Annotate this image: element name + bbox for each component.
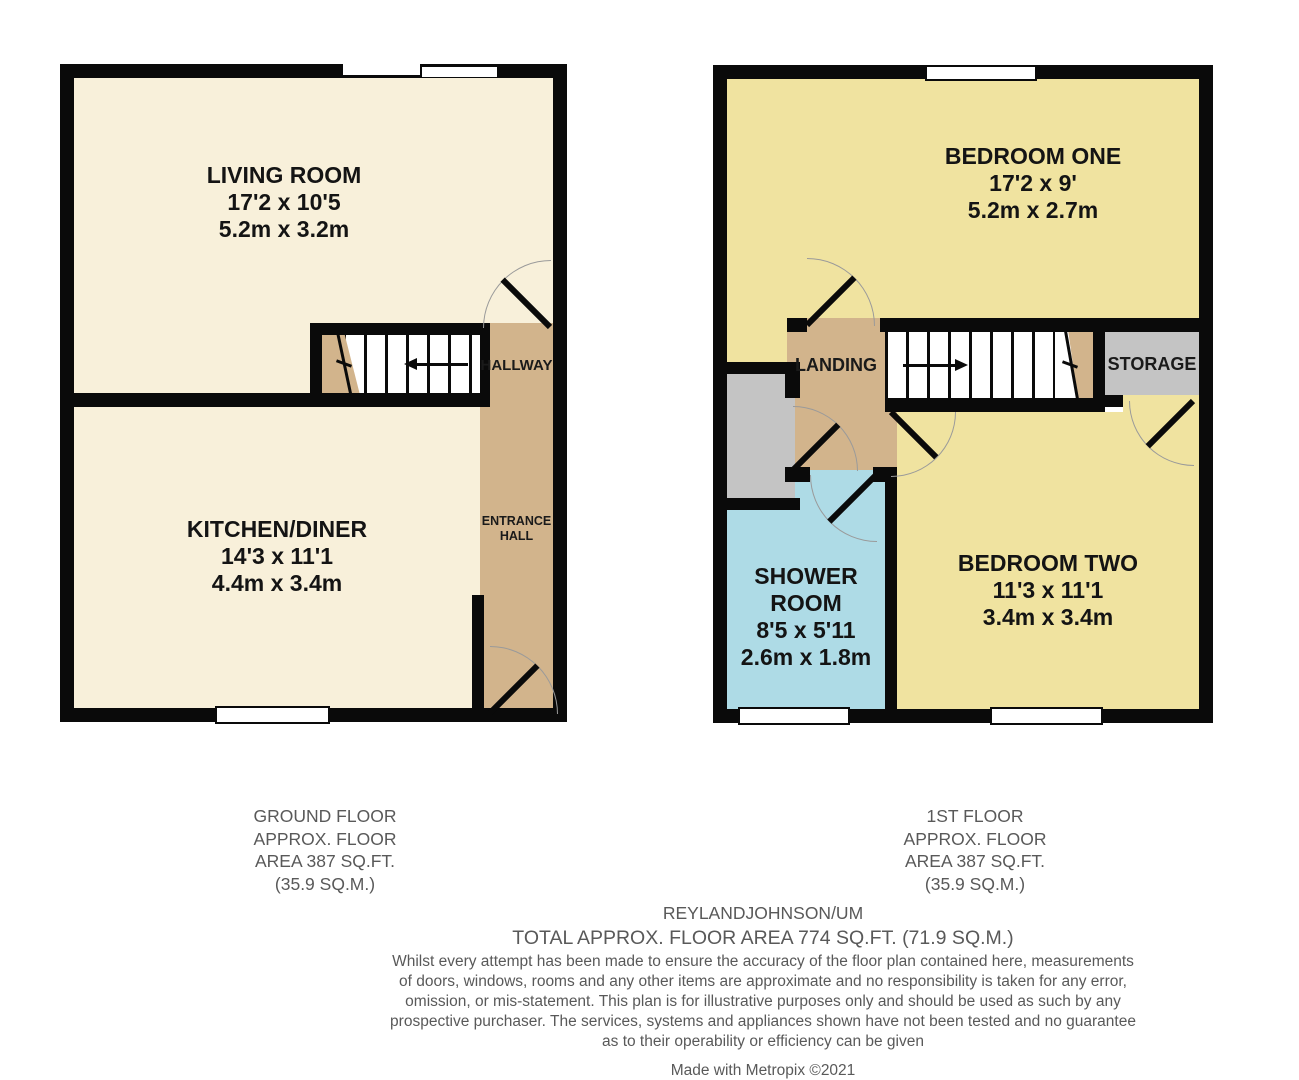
- bedroom-two-imperial: 11'3 x 11'1: [992, 577, 1104, 603]
- disclaimer-line-1: Whilst every attempt has been made to ensure the accuracy of the floor plan contained here, measurements: [392, 953, 1134, 970]
- ground-floor-plan: [60, 64, 567, 722]
- living-room-window-left: [343, 64, 420, 78]
- kitchen-diner-imperial: 14'3 x 11'1: [221, 543, 333, 569]
- entrance-hall-line2: HALL: [499, 529, 534, 543]
- gf-caption-4: (35.9 SQ.M.): [274, 873, 376, 894]
- stairs-arrow-left-icon: [404, 358, 417, 370]
- stair-bottom-wall: [885, 398, 1105, 412]
- ff-caption-1: 1ST FLOOR: [926, 806, 1024, 826]
- bedroom-one-label: [863, 143, 1203, 224]
- living-room-name: LIVING ROOM: [206, 162, 362, 188]
- living-room-imperial: 17'2 x 10'5: [227, 189, 341, 215]
- kitchen-window: [215, 706, 330, 724]
- bedroom-one-wall-left-seg: [787, 318, 807, 332]
- kitchen-diner-label: [74, 516, 480, 597]
- shower-room-metric: 2.6m x 1.8m: [740, 644, 872, 670]
- stairs-arrow-shaft: [416, 363, 468, 366]
- shower-room-label: [727, 563, 885, 671]
- outer-wall-right: [553, 64, 567, 722]
- disclaimer-line-5: as to their operability or efficiency can be given: [602, 1033, 924, 1050]
- shower-room-name1: SHOWER: [754, 563, 858, 589]
- stairs-arrow-right-icon: [955, 359, 968, 371]
- first-floor-caption: [815, 805, 1135, 895]
- kitchen-diner-name: KITCHEN/DINER: [186, 516, 368, 542]
- bedroom-one-name: BEDROOM ONE: [944, 143, 1122, 169]
- kitchen-entrance-stub-wall: [472, 595, 484, 708]
- living-room-window-right: [422, 64, 497, 77]
- shower-bedroom-wall: [885, 467, 897, 709]
- disclaimer-line-3: omission, or mis-statement. This plan is for illustrative purposes only and should be used as such by any: [405, 993, 1121, 1010]
- living-kitchen-wall: [60, 393, 490, 407]
- hallway-label: HALLWAY: [480, 357, 553, 374]
- outer-wall-left: [60, 64, 74, 722]
- reference-code: REYLANDJOHNSON/UM: [662, 903, 864, 923]
- bedroom-one-extension: [727, 318, 787, 362]
- shower-room-window: [738, 707, 850, 725]
- outer-wall-left-first: [713, 65, 727, 723]
- gf-caption-3: AREA 387 SQ.FT.: [254, 851, 396, 871]
- gf-caption-2: APPROX. FLOOR: [253, 828, 397, 849]
- shower-room-imperial: 8'5 x 5'11: [756, 617, 856, 643]
- storage-label: STORAGE: [1107, 354, 1197, 374]
- bedroom-one-window: [925, 65, 1037, 81]
- ground-floor-caption: [165, 805, 485, 895]
- entrance-hall-label: [476, 514, 557, 544]
- storage-bottom-stub: [1098, 395, 1123, 407]
- metropix-credit: Made with Metropix ©2021: [670, 1062, 856, 1079]
- bedroom-two-window: [990, 707, 1103, 725]
- total-area: TOTAL APPROX. FLOOR AREA 774 SQ.FT. (71.9 SQ.M.): [512, 927, 1014, 949]
- bedroom-two-metric: 3.4m x 3.4m: [982, 604, 1114, 630]
- ff-caption-4: (35.9 SQ.M.): [924, 873, 1026, 894]
- bedroom-one-wall-right-seg: [880, 318, 1199, 332]
- disclaimer-line-4: prospective purchaser. The services, systems and appliances shown have not been tested and no guarantee: [390, 1013, 1136, 1030]
- first-floor-plan: [713, 65, 1213, 723]
- living-room-metric: 5.2m x 3.2m: [218, 216, 350, 242]
- living-room-label: [74, 162, 494, 243]
- kitchen-diner-metric: 4.4m x 3.4m: [211, 570, 343, 596]
- bedroom-two-name: BEDROOM TWO: [957, 550, 1139, 576]
- gf-caption-1: GROUND FLOOR: [253, 806, 397, 826]
- ff-caption-3: AREA 387 SQ.FT.: [904, 851, 1046, 871]
- bedroom-one-metric: 5.2m x 2.7m: [967, 197, 1099, 223]
- stairs-arrow-shaft-first: [903, 364, 955, 367]
- landing-label: LANDING: [795, 355, 877, 375]
- bedroom-two-label: [897, 550, 1199, 631]
- disclaimer-line-2: of doors, windows, rooms and any other items are approximate and no responsibility is taken for any error,: [398, 973, 1127, 990]
- shower-room-name2: ROOM: [770, 590, 842, 616]
- entrance-hall-line1: ENTRANCE: [481, 514, 552, 528]
- ff-caption-2: APPROX. FLOOR: [903, 828, 1047, 849]
- bedroom-one-imperial: 17'2 x 9': [989, 170, 1077, 196]
- footer: [233, 901, 1293, 1080]
